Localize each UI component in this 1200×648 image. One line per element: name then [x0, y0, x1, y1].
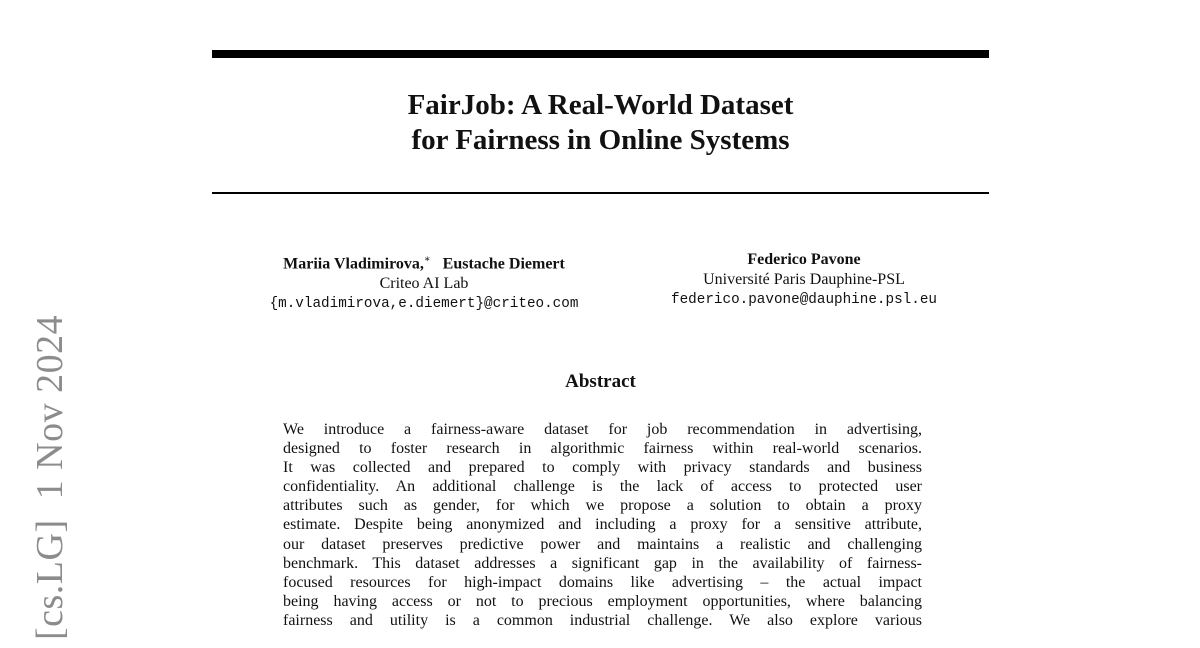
- arxiv-category: [cs.LG]: [29, 519, 71, 640]
- abstract-line: our dataset preserves predictive power and maintains a realistic and challenging: [283, 535, 922, 553]
- author-group-criteo: [222, 250, 626, 314]
- title-top-rule: [212, 50, 989, 58]
- abstract-line: confidentiality. An additional challenge is the lack of access to protected user: [283, 478, 922, 496]
- abstract-line: attributes such as gender, for which we propose a solution to obtain a proxy: [283, 497, 922, 515]
- author-affiliation: Université Paris Dauphine-PSL: [703, 271, 905, 288]
- abstract-line: We introduce a fairness-aware dataset for job recommendation in advertising,: [283, 421, 922, 438]
- abstract-line: benchmark. This dataset addresses a significant gap in the availability of fairness-: [283, 554, 922, 572]
- title-bottom-rule: [212, 192, 989, 194]
- author-name-diemert: Eustache Diemert: [442, 255, 565, 273]
- author-name-vladimirova: Mariia Vladimirova,: [283, 255, 424, 273]
- author-email[interactable]: {m.vladimirova,e.diemert}@criteo.com: [269, 296, 579, 313]
- abstract-line: being having access or not to precious employment opportunities, where balancing: [283, 592, 922, 610]
- title-line-1: FairJob: A Real-World Dataset: [407, 89, 794, 121]
- title-line-2: for Fairness in Online Systems: [411, 124, 790, 156]
- abstract-line: estimate. Despite being anonymized and including a proxy for a sensitive attribute,: [283, 516, 922, 534]
- arxiv-identifier-stamp: [28, 315, 72, 640]
- arxiv-date: 1 Nov 2024: [29, 314, 71, 500]
- abstract-heading: Abstract: [565, 371, 636, 392]
- abstract-line: designed to foster research in algorithmic fairness within real-world scenarios.: [283, 440, 922, 458]
- abstract-line: fairness and utility is a common industrial challenge. We also explore various: [283, 611, 922, 629]
- author-group-dauphine: [636, 250, 972, 310]
- author-email[interactable]: federico.pavone@dauphine.psl.eu: [671, 292, 937, 308]
- author-names: [222, 250, 626, 274]
- abstract-line: focused resources for high-impact domains like advertising – the actual impact: [283, 573, 922, 591]
- author-name-pavone: Federico Pavone: [747, 251, 861, 268]
- abstract-line: It was collected and prepared to comply with privacy standards and business: [283, 459, 922, 477]
- abstract-body: [283, 420, 922, 630]
- footnote-mark[interactable]: ∗: [423, 254, 431, 265]
- paper-title: [212, 88, 989, 158]
- author-affiliation: Criteo AI Lab: [379, 275, 469, 293]
